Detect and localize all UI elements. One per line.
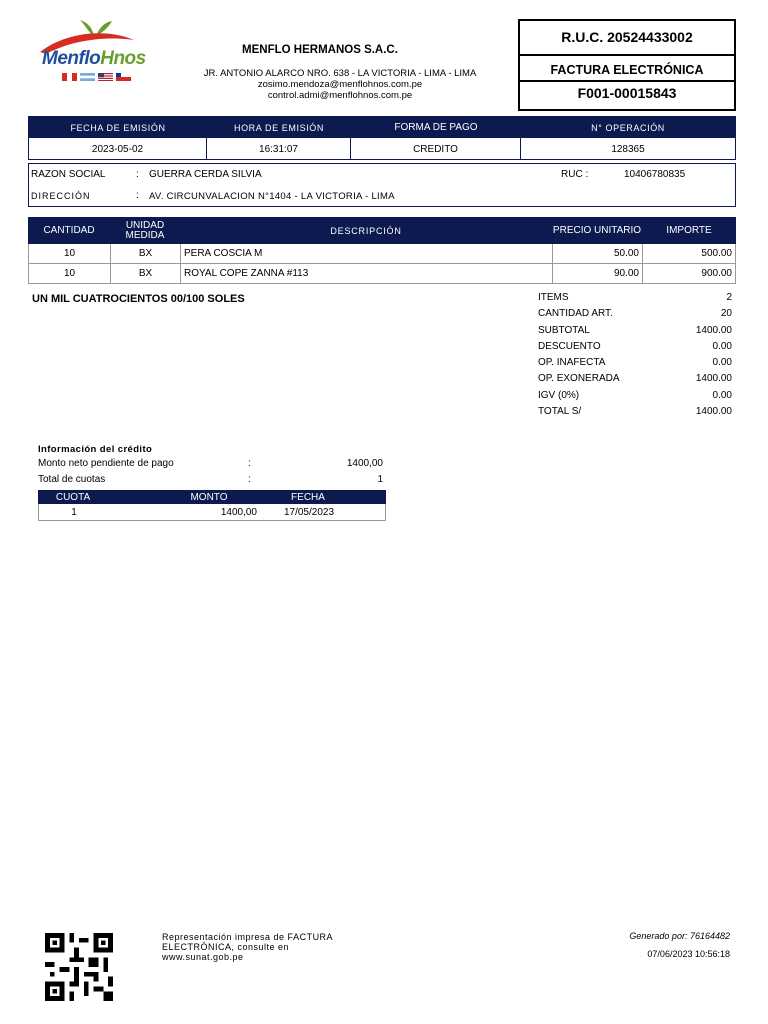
fecha-emision-value: 2023-05-02 bbox=[29, 138, 207, 160]
pending-value: 1400,00 bbox=[346, 458, 383, 469]
direccion-value: AV. CIRCUNVALACION N°1404 - LA VICTORIA - LIMA bbox=[149, 191, 395, 202]
total-row bbox=[538, 406, 732, 422]
total-row bbox=[538, 341, 732, 357]
flag-chile-icon bbox=[116, 73, 131, 81]
total-row bbox=[538, 390, 732, 406]
header-forma-pago: FORMA DE PAGO bbox=[394, 122, 478, 133]
item-qty: 10 bbox=[29, 264, 111, 283]
logo-text-menflo: Menflo bbox=[42, 48, 101, 69]
country-flags bbox=[62, 73, 131, 81]
col-fecha: FECHA bbox=[291, 491, 325, 503]
flag-argentina-icon bbox=[80, 73, 95, 81]
ruc-divider bbox=[520, 80, 734, 82]
emission-header-row bbox=[29, 117, 735, 138]
quota-table bbox=[38, 490, 386, 522]
colon: : bbox=[248, 458, 251, 469]
total-label: CANTIDAD ART. bbox=[538, 308, 613, 320]
item-desc: PERA COSCIA M bbox=[181, 244, 553, 263]
item-desc: ROYAL COPE ZANNA #113 bbox=[181, 264, 553, 283]
generated-at: 07/06/2023 10:56:18 bbox=[647, 949, 730, 959]
legal-notice: Representación impresa de FACTURA ELECTRÓNICA, consulte en www.sunat.gob.pe bbox=[162, 932, 333, 962]
total-value: 1400.00 bbox=[695, 324, 732, 336]
logo-wordmark bbox=[42, 48, 146, 70]
quota-date: 17/05/2023 bbox=[283, 506, 335, 518]
qr-code-icon bbox=[44, 933, 114, 1001]
hora-emision-value: 16:31:07 bbox=[207, 138, 351, 160]
quota-number: 1 bbox=[71, 506, 77, 518]
col-unidad-medida: UNIDAD MEDIDA bbox=[125, 219, 165, 241]
col-descripcion: DESCRIPCIÓN bbox=[330, 225, 402, 236]
colon: : bbox=[136, 190, 139, 201]
credit-title: Información del crédito bbox=[38, 444, 153, 455]
company-logo bbox=[36, 18, 156, 86]
razon-social-label: RAZON SOCIAL bbox=[31, 169, 106, 180]
total-row bbox=[538, 357, 732, 373]
client-info bbox=[28, 163, 736, 207]
quotas-label: Total de cuotas bbox=[38, 474, 106, 485]
company-name: MENFLO HERMANOS S.A.C. bbox=[242, 44, 398, 56]
total-value: 1400.00 bbox=[695, 406, 732, 418]
ruc-divider bbox=[520, 54, 734, 56]
credit-pending-row bbox=[38, 458, 386, 474]
col-importe: IMPORTE bbox=[666, 224, 712, 236]
table-row bbox=[28, 264, 736, 284]
total-label: IGV (0%) bbox=[538, 389, 580, 401]
ruc-box bbox=[518, 19, 736, 111]
total-value: 2 bbox=[726, 292, 732, 303]
quota-header-row bbox=[38, 490, 386, 504]
item-amount: 900.00 bbox=[701, 268, 732, 279]
col-monto: MONTO bbox=[190, 491, 228, 503]
direccion-label: DIRECCIÓN bbox=[31, 191, 91, 201]
items-table bbox=[28, 217, 736, 285]
total-value: 1400.00 bbox=[695, 373, 732, 385]
header-fecha-emision: FECHA DE EMISIÓN bbox=[70, 122, 166, 133]
total-label: TOTAL S/ bbox=[538, 406, 582, 418]
total-value: 0.00 bbox=[712, 357, 732, 369]
credit-quotas-row bbox=[38, 474, 386, 490]
emission-info-table bbox=[28, 116, 736, 160]
company-contact bbox=[170, 68, 510, 101]
item-price: 90.00 bbox=[553, 264, 643, 283]
item-unit: BX bbox=[111, 244, 181, 263]
quota-amount: 1400,00 bbox=[220, 506, 257, 518]
total-value: 20 bbox=[720, 308, 732, 320]
flag-peru-icon bbox=[62, 73, 77, 81]
total-row bbox=[538, 373, 732, 389]
company-email-2: control.admi@menflohnos.com.pe bbox=[267, 90, 413, 101]
item-qty: 10 bbox=[29, 244, 111, 263]
colon: : bbox=[136, 169, 139, 180]
generated-by: Generado por: 76164482 bbox=[629, 931, 730, 941]
col-precio-unitario: PRECIO UNITARIO bbox=[552, 224, 642, 236]
total-label: DESCUENTO bbox=[538, 340, 601, 352]
document-type: FACTURA ELECTRÓNICA bbox=[550, 63, 704, 77]
item-price: 50.00 bbox=[553, 244, 643, 263]
total-label: OP. EXONERADA bbox=[538, 373, 620, 385]
header-hora-emision: HORA DE EMISIÓN bbox=[233, 122, 324, 133]
total-label: SUBTOTAL bbox=[538, 324, 590, 336]
pending-label: Monto neto pendiente de pago bbox=[38, 458, 174, 469]
items-header-row bbox=[28, 217, 736, 244]
logo-text-hnos: Hnos bbox=[100, 48, 146, 69]
company-address: JR. ANTONIO ALARCO NRO. 638 - LA VICTORIA - LIMA - LIMA bbox=[203, 68, 477, 79]
company-email-1: zosimo.mendoza@menflohnos.com.pe bbox=[257, 79, 423, 90]
table-row bbox=[38, 504, 386, 521]
total-value: 0.00 bbox=[712, 340, 732, 352]
col-cantidad: CANTIDAD bbox=[43, 224, 95, 236]
ruc-number: R.U.C. 20524433002 bbox=[561, 29, 693, 45]
emission-data-row bbox=[29, 138, 735, 160]
totals-summary bbox=[538, 292, 732, 422]
total-label: OP. INAFECTA bbox=[538, 357, 606, 369]
forma-pago-value: CREDITO bbox=[351, 138, 521, 160]
document-number: F001-00015843 bbox=[577, 85, 677, 101]
col-cuota: CUOTA bbox=[55, 491, 91, 503]
total-label: ITEMS bbox=[538, 292, 569, 303]
num-operacion-value: 128365 bbox=[611, 143, 645, 155]
total-row bbox=[538, 292, 732, 308]
client-ruc-label: RUC : bbox=[561, 169, 589, 180]
flag-usa-icon bbox=[98, 73, 113, 81]
total-value: 0.00 bbox=[712, 389, 732, 401]
client-ruc-value: 10406780835 bbox=[624, 169, 686, 180]
total-row bbox=[538, 308, 732, 324]
razon-social-value: GUERRA CERDA SILVIA bbox=[149, 169, 262, 180]
total-row bbox=[538, 325, 732, 341]
item-unit: BX bbox=[111, 264, 181, 283]
item-amount: 500.00 bbox=[701, 248, 732, 259]
header-num-operacion: N° OPERACIÓN bbox=[591, 122, 665, 133]
colon: : bbox=[248, 474, 251, 485]
credit-info bbox=[38, 444, 386, 490]
amount-in-words: UN MIL CUATROCIENTOS 00/100 SOLES bbox=[32, 293, 245, 305]
quotas-value: 1 bbox=[377, 474, 383, 485]
table-row bbox=[28, 244, 736, 264]
